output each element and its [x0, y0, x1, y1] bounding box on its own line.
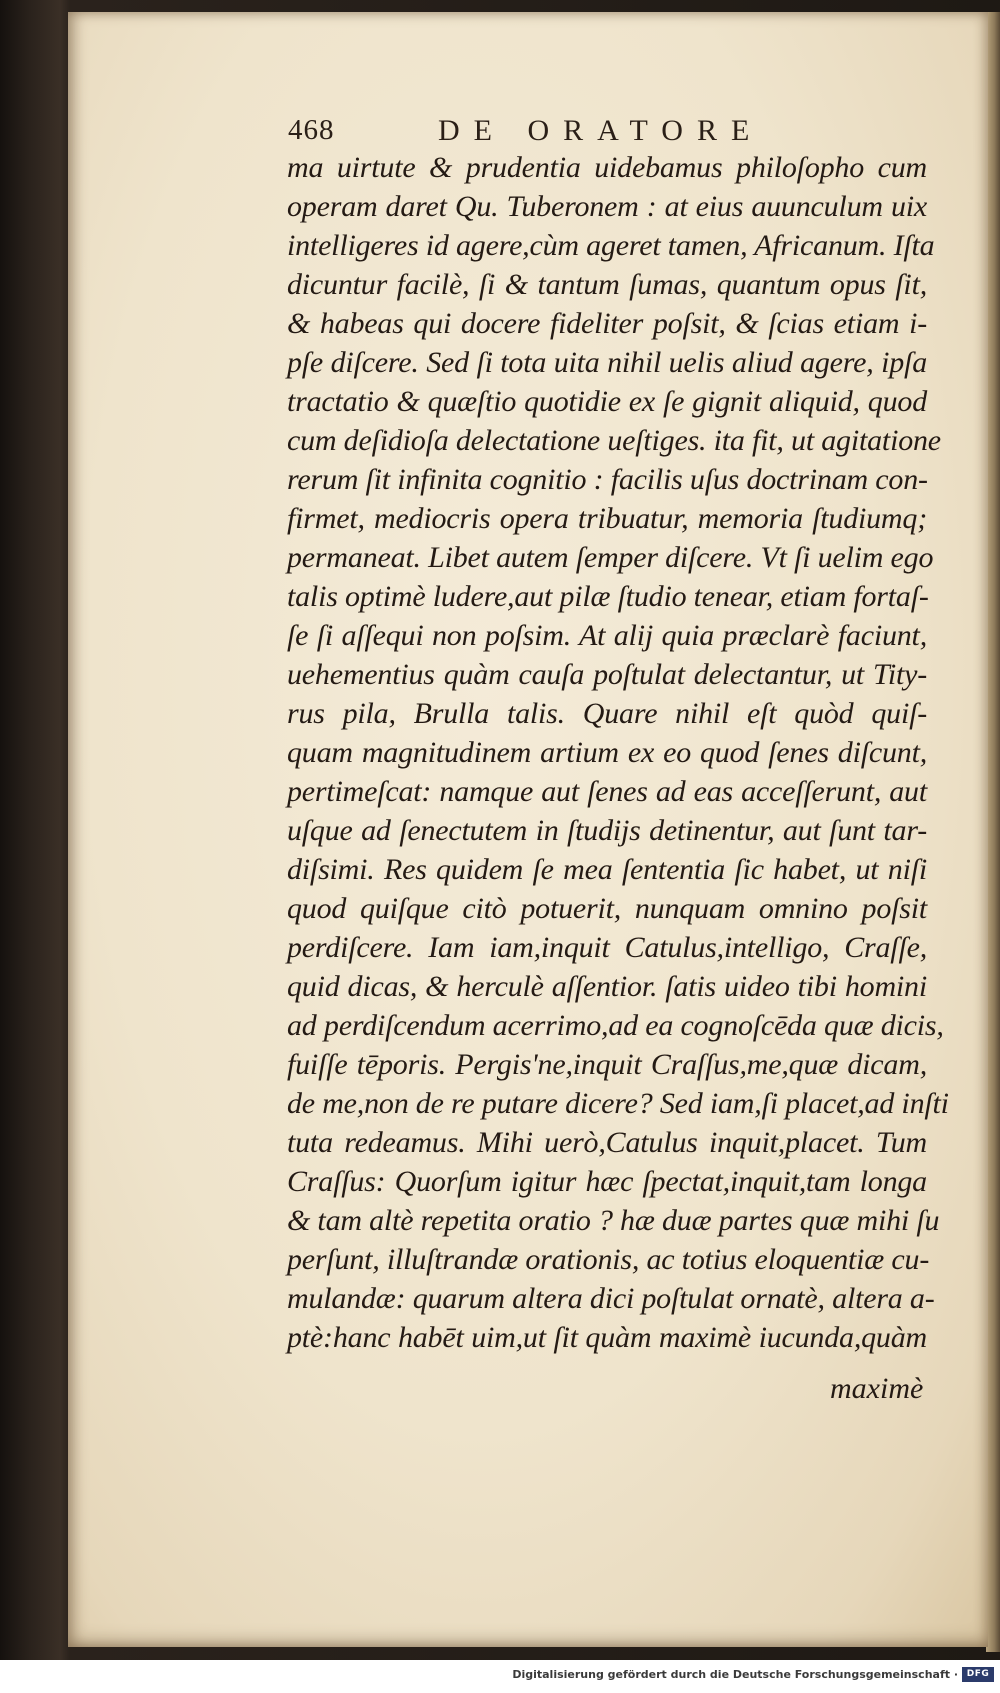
text-line: diſsimi. Res quidem ſe mea ſententia ſic habet, ut niſi — [287, 853, 927, 886]
text-line: ptè:hanc habēt uim,ut ſit quàm maximè iucunda,quàm — [287, 1321, 927, 1354]
text-line: firmet, mediocris opera tribuatur, memoria ſtudiumq; — [287, 502, 927, 535]
text-line: quid dicas, & herculè aſſentior. ſatis uideo tibi homini — [287, 970, 927, 1003]
text-line: pertimeſcat: namque aut ſenes ad eas acceſſerunt, aut — [287, 775, 927, 808]
text-line: operam daret Qu. Tuberonem : at eius auunculum uix — [287, 190, 927, 223]
text-line: perdiſcere. Iam iam,inquit Catulus,intelligo, Craſſe, — [287, 931, 927, 964]
dfg-logo: DFG — [962, 1667, 994, 1682]
text-line: uſque ad ſenectutem in ſtudijs detinentur, aut ſunt tar- — [287, 814, 927, 847]
text-line: Craſſus: Quorſum igitur hæc ſpectat,inquit,tam longa — [287, 1165, 927, 1198]
text-line: permaneat. Libet autem ſemper diſcere. Vt ſi uelim ego — [287, 541, 934, 574]
text-line: dicuntur facilè, ſi & tantum ſumas, quantum opus ſit, — [287, 268, 927, 301]
text-line: perſunt, illuſtrandæ orationis, ac totius eloquentiæ cu- — [287, 1243, 930, 1276]
text-line: ad perdiſcendum acerrimo,ad ea cognoſcēda quæ dicis, — [287, 1009, 944, 1042]
page-edge — [986, 12, 1000, 1652]
funding-credit: Digitalisierung gefördert durch die Deutsche Forschungsgemeinschaft · — [512, 1668, 958, 1681]
text-line: quod quiſque citò potuerit, nunquam omnino poſsit — [287, 892, 927, 925]
running-title: DE ORATORE — [438, 114, 764, 147]
text-line: fuiſſe tēporis. Pergis'ne,inquit Craſſus,me,quæ dicam, — [287, 1048, 927, 1081]
text-line: ſe ſi aſſequi non poſsim. At alij quia præclarè faciunt, — [287, 619, 927, 652]
text-line: rerum ſit infinita cognitio : facilis uſus doctrinam con- — [287, 463, 928, 496]
text-line: ma uirtute & prudentia uidebamus philoſopho cum — [287, 151, 927, 184]
text-line: cum deſidioſa delectatione ueſtiges. ita fit, ut agitatione — [287, 424, 941, 457]
text-line: quam magnitudinem artium ex eo quod ſenes diſcunt, — [287, 736, 927, 769]
text-line: pſe diſcere. Sed ſi tota uita nihil uelis aliud agere, ipſa — [287, 346, 927, 379]
text-line: intelligeres id agere,cùm ageret tamen, Africanum. Iſta — [287, 229, 935, 262]
text-line: tractatio & quæſtio quotidie ex ſe gignit aliquid, quod — [287, 385, 927, 418]
footer-bar — [0, 1660, 1000, 1693]
text-line: & habeas qui docere fideliter poſsit, & ſcias etiam i- — [287, 307, 927, 340]
text-line: & tam altè repetita oratio ? hæ duæ partes quæ mihi ſu — [287, 1204, 940, 1237]
text-line: tuta redeamus. Mihi uerò,Catulus inquit,placet. Tum — [287, 1126, 927, 1159]
text-line: rus pila, Brulla talis. Quare nihil eſt quòd quiſ- — [287, 697, 927, 730]
text-line: de me,non de re putare dicere? Sed iam,ſi placet,ad inſti — [287, 1087, 949, 1120]
text-block — [287, 148, 949, 1357]
catchword: maximè — [830, 1372, 924, 1405]
text-line: mulandæ: quarum altera dici poſtulat ornatè, altera a- — [287, 1282, 935, 1315]
text-line: talis optimè ludere,aut pilæ ſtudio tenear, etiam fortaſ- — [287, 580, 929, 613]
text-line: uehementius quàm cauſa poſtulat delectantur, ut Tity- — [287, 658, 927, 691]
page-number: 468 — [288, 114, 335, 146]
